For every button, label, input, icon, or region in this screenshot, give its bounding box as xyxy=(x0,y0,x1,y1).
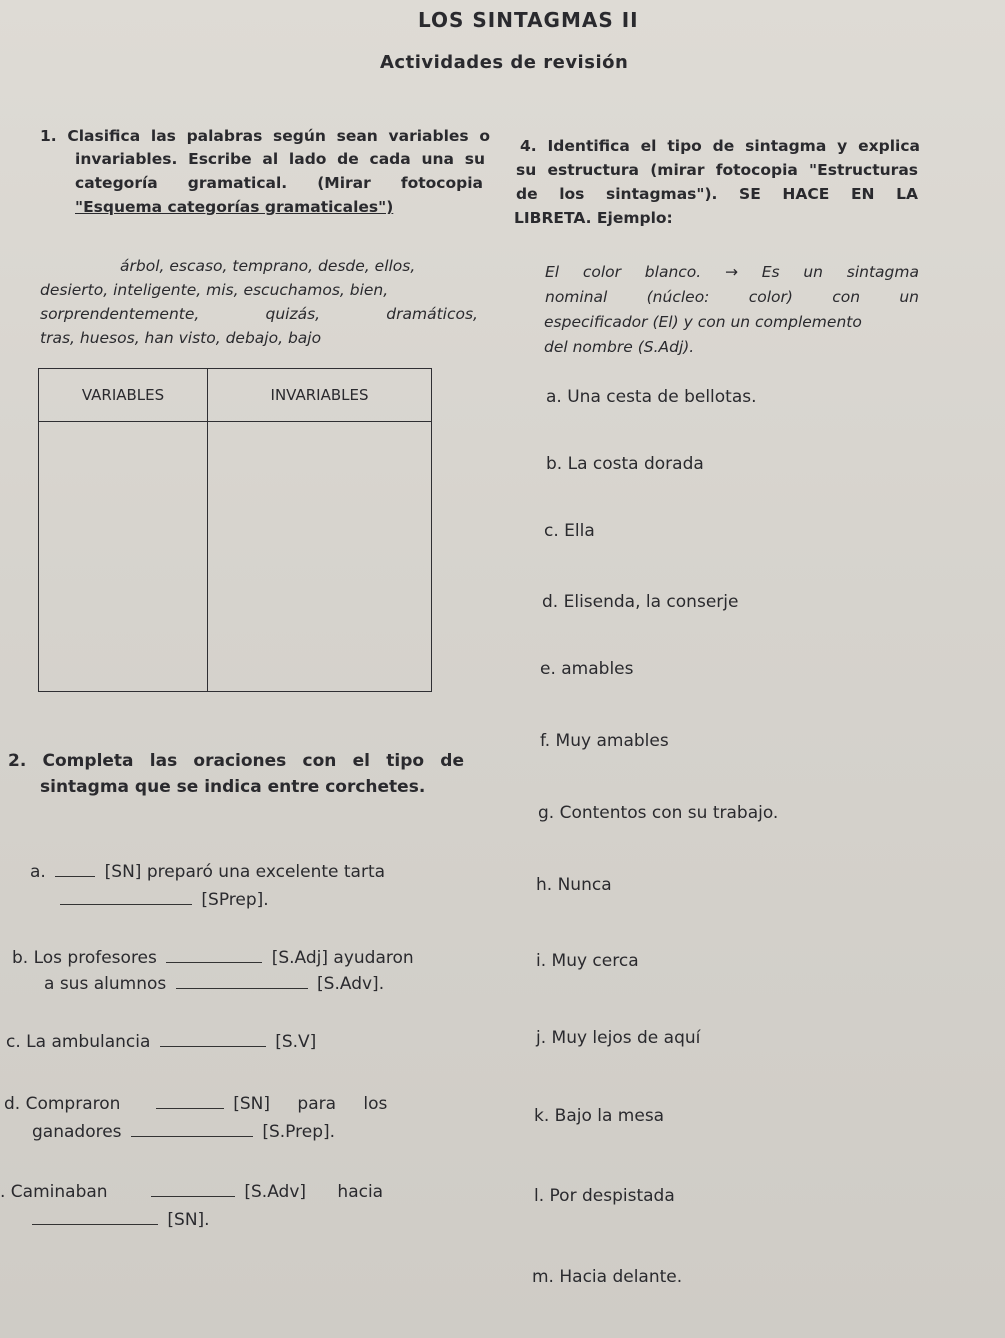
sentence-text: [SPrep]. xyxy=(201,890,269,910)
example-line: del nombre (S.Adj). xyxy=(544,338,695,356)
list-item: f. Muy amables xyxy=(540,731,669,751)
list-item: b. La costa dorada xyxy=(546,454,704,474)
sentence-b-line-2 xyxy=(44,974,384,994)
sentence-text: [SN]. xyxy=(167,1210,210,1230)
sentence-a-line-1 xyxy=(30,862,385,882)
list-item: l. Por despistada xyxy=(534,1186,675,1206)
word-list-line: sorprendentemente, quizás, dramáticos, xyxy=(40,305,478,323)
variables-answer-cell[interactable] xyxy=(39,422,208,692)
answer-blank[interactable] xyxy=(156,1107,224,1109)
list-item: m. Hacia delante. xyxy=(532,1267,683,1287)
sentence-d-line-2 xyxy=(32,1122,335,1142)
list-item: a. Una cesta de bellotas. xyxy=(546,387,757,407)
sentence-text: a. xyxy=(30,862,46,882)
ex1-line: invariables. Escribe al lado de cada una su xyxy=(75,150,485,168)
page-title: LOS SINTAGMAS II xyxy=(418,8,639,32)
sentence-text: [S.Prep]. xyxy=(262,1122,336,1142)
list-item: d. Elisenda, la conserje xyxy=(542,592,739,612)
ex4-line: 4. Identifica el tipo de sintagma y explica xyxy=(520,137,920,155)
example-line: El color blanco. → Es un sintagma xyxy=(545,263,919,281)
list-item: e. amables xyxy=(540,659,634,679)
answer-blank[interactable] xyxy=(166,961,262,963)
answer-blank[interactable] xyxy=(60,903,192,905)
invariables-answer-cell[interactable] xyxy=(208,422,432,692)
sentence-text: . Caminaban xyxy=(0,1182,108,1202)
ex1-line: 1. Clasifica las palabras según sean variables o xyxy=(40,127,490,145)
list-item: j. Muy lejos de aquí xyxy=(536,1028,701,1048)
word-list-line: tras, huesos, han visto, debajo, bajo xyxy=(40,329,322,347)
ex1-line: categoría gramatical. (Mirar fotocopia xyxy=(75,174,483,192)
table-header-invariables: INVARIABLES xyxy=(208,369,432,422)
ex2-line: 2. Completa las oraciones con el tipo de xyxy=(8,751,464,771)
ex1-line: "Esquema categorías gramaticales") xyxy=(75,198,394,216)
sentence-text: ganadores xyxy=(32,1122,122,1142)
answer-blank[interactable] xyxy=(55,875,95,877)
sentence-e-line-1 xyxy=(0,1182,383,1202)
example-line: especificador (El) y con un complemento xyxy=(544,313,862,331)
list-item: k. Bajo la mesa xyxy=(534,1106,665,1126)
page-subtitle: Actividades de revisión xyxy=(380,52,629,73)
sentence-text: c. La ambulancia xyxy=(6,1032,151,1052)
example-line: nominal (núcleo: color) con un xyxy=(545,288,919,306)
sentence-text: [SN] para los xyxy=(233,1094,388,1114)
sentence-text: [SN] preparó una excelente tarta xyxy=(104,862,386,882)
list-item: g. Contentos con su trabajo. xyxy=(538,803,779,823)
word-list-line: desierto, inteligente, mis, escuchamos, bien, xyxy=(40,281,389,299)
answer-blank[interactable] xyxy=(176,987,308,989)
sentence-b-line-1 xyxy=(12,948,414,968)
sentence-text: d. Compraron xyxy=(4,1094,121,1114)
ex4-line: LIBRETA. Ejemplo: xyxy=(514,209,673,227)
word-list-line: árbol, escaso, temprano, desde, ellos, xyxy=(120,257,416,275)
sentence-text: [S.Adj] ayudaron xyxy=(271,948,414,968)
sentence-d-line-1 xyxy=(4,1094,387,1114)
answer-blank[interactable] xyxy=(151,1195,235,1197)
list-item: c. Ella xyxy=(544,521,595,541)
ex4-line: de los sintagmas"). SE HACE EN LA xyxy=(516,185,918,203)
sentence-text: [S.Adv] hacia xyxy=(244,1182,384,1202)
classification-table xyxy=(38,368,432,692)
sentence-text: a sus alumnos xyxy=(44,974,167,994)
list-item: i. Muy cerca xyxy=(536,951,639,971)
answer-blank[interactable] xyxy=(160,1045,266,1047)
table-header-variables: VARIABLES xyxy=(39,369,208,422)
sentence-text: [S.Adv]. xyxy=(317,974,385,994)
ex4-line: su estructura (mirar fotocopia "Estructuras xyxy=(516,161,918,179)
answer-blank[interactable] xyxy=(131,1135,253,1137)
answer-blank[interactable] xyxy=(32,1223,158,1225)
list-item: h. Nunca xyxy=(536,875,612,895)
sentence-c-line-1 xyxy=(6,1032,316,1052)
sentence-text: b. Los profesores xyxy=(12,948,157,968)
ex2-line: sintagma que se indica entre corchetes. xyxy=(40,777,426,797)
sentence-a-line-2 xyxy=(60,890,269,910)
sentence-text: [S.V] xyxy=(275,1032,317,1052)
sentence-e-line-2 xyxy=(32,1210,210,1230)
